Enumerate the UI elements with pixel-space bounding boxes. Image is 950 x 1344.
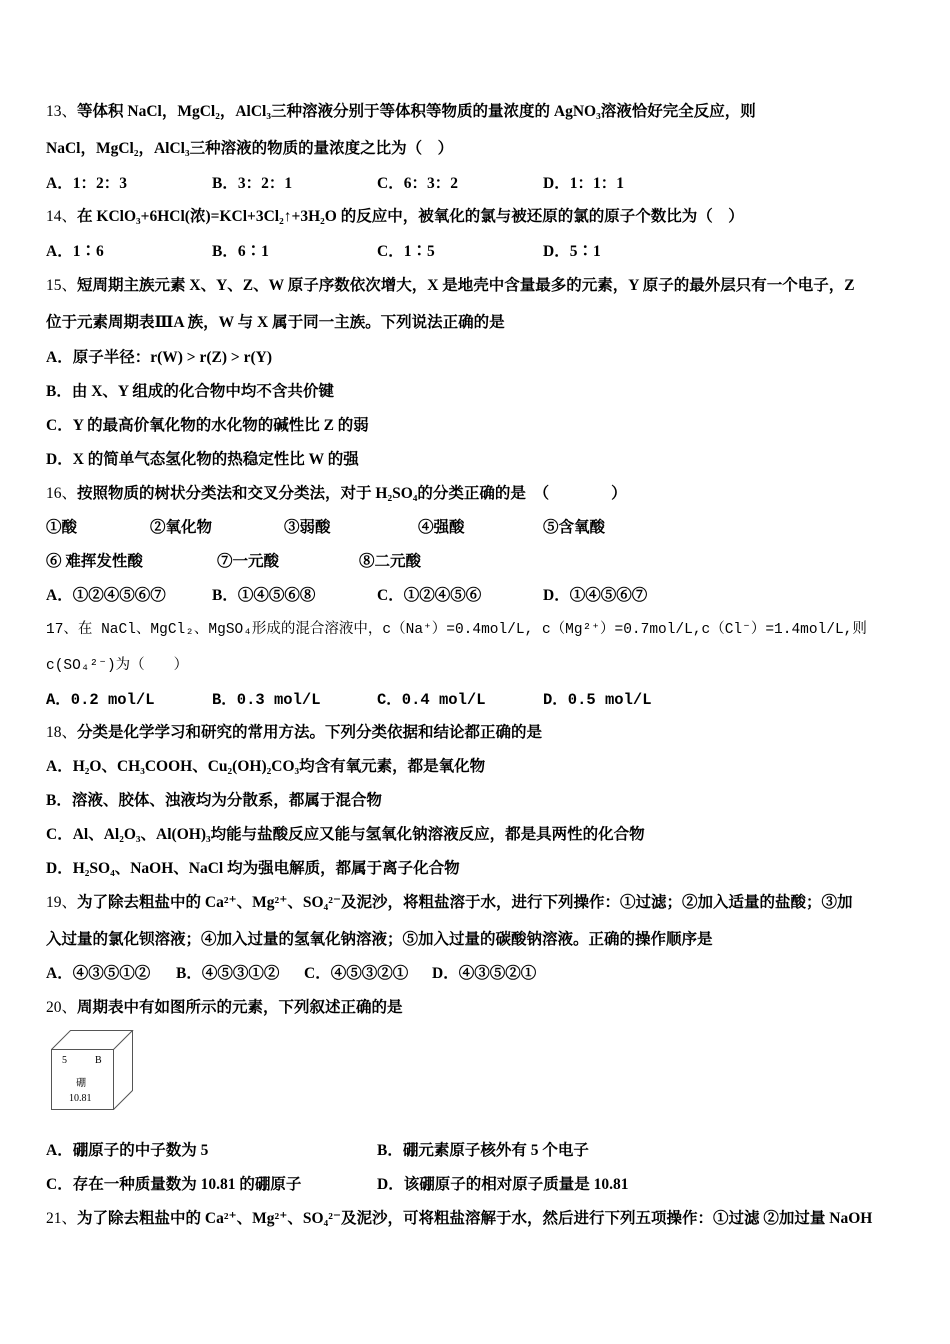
question-text: 周期表中有如图所示的元素，下列叙述正确的是	[77, 999, 403, 1016]
q16-item-8: ⑧二元酸	[359, 553, 422, 570]
question-text: 在 KClO₃+6HCl(浓)=KCl+3Cl₂↑+3H₂O 的反应中，被氧化的氯与被还原的氯的原子个数比为（ ）	[77, 208, 744, 225]
question-13-line-2: NaCl，MgCl₂，AlCl₃三种溶液的物质的量浓度之比为（ ）	[46, 140, 454, 157]
q15-option-c: C．Y 的最高价氧化物的水化物的碱性比 Z 的弱	[46, 417, 369, 434]
element-symbol: B	[95, 1055, 102, 1066]
q17-option-d: D．0.5 mol/L	[543, 691, 652, 709]
q15-option-a: A．原子半径：r(W) > r(Z) > r(Y)	[46, 349, 272, 366]
q13-option-b: B．3：2：1	[212, 175, 293, 192]
q14-option-b: B．6∶1	[212, 243, 269, 260]
q20-option-d: D．该硼原子的相对原子质量是 10.81	[377, 1176, 629, 1193]
q18-option-c: C．Al、Al₂O₃、Al(OH)₃均能与盐酸反应又能与氢氧化钠溶液反应，都是具两性的化合物	[46, 826, 645, 843]
q17-option-c: C．0.4 mol/L	[377, 691, 486, 709]
q15-option-d: D．X 的简单气态氢化物的热稳定性比 W 的强	[46, 451, 359, 468]
q15-option-b: B．由 X、Y 组成的化合物中均不含共价键	[46, 383, 334, 400]
q16-option-d: D．①④⑤⑥⑦	[543, 587, 648, 604]
q18-option-a: A．H₂O、CH₃COOH、Cu₂(OH)₂CO₃均含有氧元素，都是氧化物	[46, 758, 486, 775]
question-number: 19、	[46, 894, 78, 911]
question-number: 13、	[46, 103, 78, 120]
q20-option-b: B．硼元素原子核外有 5 个电子	[377, 1142, 589, 1159]
q16-item-2: ②氧化物	[150, 519, 213, 536]
question-19-line-2: 入过量的氯化钡溶液；④加入过量的氢氧化钠溶液；⑤加入过量的碳酸钠溶液。正确的操作顺序是	[46, 931, 713, 948]
q13-option-d: D．1：1：1	[543, 175, 624, 192]
q19-option-c: C．④⑤③②①	[304, 965, 409, 982]
q20-option-a: A．硼原子的中子数为 5	[46, 1142, 209, 1159]
question-17-line-1	[46, 620, 867, 640]
q19-option-b: B．④⑤③①②	[176, 965, 280, 982]
question-number: 16、	[46, 485, 78, 502]
q13-option-a: A．1：2：3	[46, 175, 127, 192]
q16-item-7: ⑦一元酸	[217, 553, 280, 570]
cube-outline-icon	[50, 1030, 136, 1112]
question-text: 分类是化学学习和研究的常用方法。下列分类依据和结论都正确的是	[77, 724, 543, 741]
q20-option-c: C．存在一种质量数为 10.81 的硼原子	[46, 1176, 302, 1193]
q19-option-d: D．④③⑤②①	[432, 965, 537, 982]
question-text: 为了除去粗盐中的 Ca²⁺、Mg²⁺、SO₄²⁻及泥沙，可将粗盐溶解于水，然后进行下列五项操作：①过滤 ②加过量 NaOH	[77, 1210, 873, 1227]
question-16-line-1	[46, 484, 627, 504]
question-text: 等体积 NaCl，MgCl₂，AlCl₃三种溶液分别于等体积等物质的量浓度的 AgNO₃溶液恰好完全反应，则	[77, 103, 756, 120]
question-15-line-2: 位于元素周期表ⅢA 族，W 与 X 属于同一主族。下列说法正确的是	[46, 314, 505, 331]
question-15-line-1	[46, 276, 855, 296]
q17-option-b: B．0.3 mol/L	[212, 691, 321, 709]
question-13-line-1	[46, 102, 756, 122]
question-number: 18、	[46, 724, 78, 741]
q19-option-a: A．④③⑤①②	[46, 965, 151, 982]
q16-option-b: B．①④⑤⑥⑧	[212, 587, 316, 604]
question-number: 14、	[46, 208, 78, 225]
element-mass: 10.81	[69, 1093, 92, 1104]
q16-item-6: ⑥ 难挥发性酸	[46, 553, 143, 570]
q16-option-c: C．①②④⑤⑥	[377, 587, 482, 604]
q16-item-1: ①酸	[46, 519, 78, 536]
q14-option-c: C．1∶5	[377, 243, 435, 260]
question-number: 17、	[46, 622, 78, 638]
element-atomic-number: 5	[62, 1055, 67, 1066]
question-number: 15、	[46, 277, 78, 294]
question-18-line-1	[46, 723, 542, 743]
element-boron-cube-figure	[50, 1030, 136, 1112]
element-name: 硼	[76, 1078, 86, 1089]
question-number: 21、	[46, 1210, 78, 1227]
q16-item-3: ③弱酸	[284, 519, 331, 536]
q13-option-c: C．6：3：2	[377, 175, 458, 192]
question-19-line-1	[46, 893, 853, 913]
q14-option-a: A．1∶6	[46, 243, 104, 260]
question-text: 短周期主族元素 X、Y、Z、W 原子序数依次增大，X 是地壳中含量最多的元素，Y 原子的最外层只有一个电子，Z	[77, 277, 855, 294]
q16-item-5: ⑤含氧酸	[543, 519, 606, 536]
question-14-line-1	[46, 207, 744, 227]
question-17-line-2: c(SO₄²⁻)为（ ）	[46, 658, 189, 674]
q18-option-d: D．H₂SO₄、NaOH、NaCl 均为强电解质，都属于离子化合物	[46, 860, 460, 877]
q18-option-b: B．溶液、胶体、浊液均为分散系，都属于混合物	[46, 792, 382, 809]
q16-option-a: A．①②④⑤⑥⑦	[46, 587, 166, 604]
question-20-line-1	[46, 998, 403, 1018]
q16-item-4: ④强酸	[418, 519, 465, 536]
q14-option-d: D．5∶1	[543, 243, 601, 260]
question-text: 按照物质的树状分类法和交叉分类法，对于 H₂SO₄的分类正确的是 （ ）	[77, 485, 627, 502]
question-text: 为了除去粗盐中的 Ca²⁺、Mg²⁺、SO₄²⁻及泥沙，将粗盐溶于水，进行下列操作：①过滤；②加入适量的盐酸；③加	[77, 894, 853, 911]
question-21-line-1	[46, 1209, 872, 1229]
q17-option-a: A．0.2 mol/L	[46, 691, 155, 709]
question-text: 在 NaCl、MgCl₂、MgSO₄形成的混合溶液中，c（Na⁺）=0.4mol/L, c（Mg²⁺）=0.7mol/L,c（Cl⁻）=1.4mol/L,则	[77, 622, 867, 638]
question-number: 20、	[46, 999, 78, 1016]
